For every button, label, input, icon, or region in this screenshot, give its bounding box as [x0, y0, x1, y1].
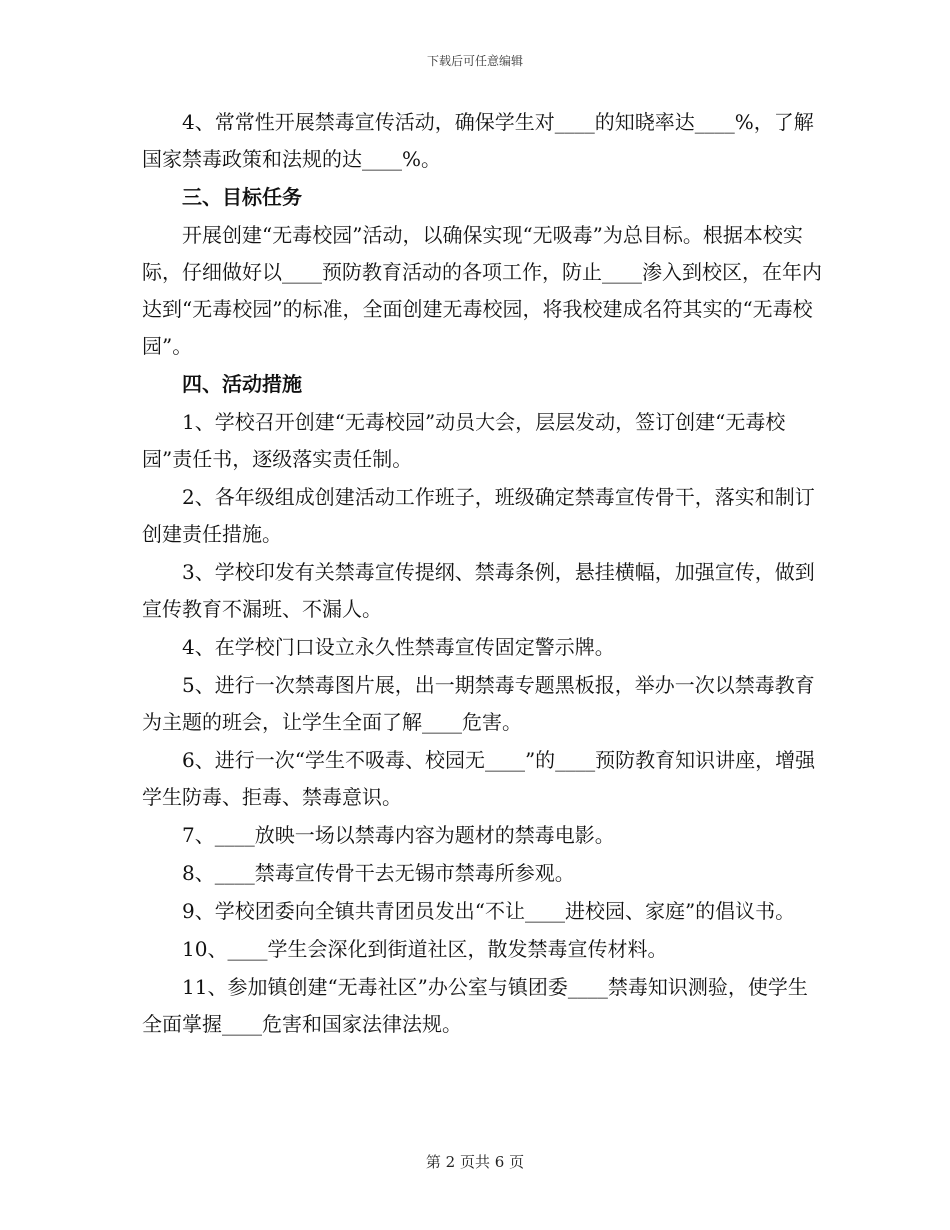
list-item: 5、进行一次禁毒图片展，出一期禁毒专题黑板报，举办一次以禁毒教育为主题的班会，让学生全面了解____危害。	[142, 673, 815, 734]
list-item: 11、参加镇创建“无毒社区”办公室与镇团委____禁毒知识测验，使学生全面掌握____危害和国家法律法规。	[142, 975, 808, 1036]
list-item: 9、学校团委向全镇共青团员发出“不让____进校园、家庭”的倡议书。	[182, 899, 796, 923]
list-item: 2、各年级组成创建活动工作班子，班级确定禁毒宣传骨干，落实和制订创建责任措施。	[142, 485, 815, 546]
section-heading-measures: 四、活动措施	[182, 372, 302, 396]
list-item: 7、____放映一场以禁毒内容为题材的禁毒电影。	[182, 823, 615, 847]
list-item: 6、进行一次“学生不吸毒、校园无____”的____预防教育知识讲座，增强学生防毒、拒毒、禁毒意识。	[142, 748, 816, 809]
list-item: 4、在学校门口设立永久性禁毒宣传固定警示牌。	[182, 635, 615, 659]
section-heading-goals: 三、目标任务	[182, 185, 302, 209]
list-item: 3、学校印发有关禁毒宣传提纲、禁毒条例，悬挂横幅，加强宣传，做到宣传教育不漏班、不漏人。	[142, 560, 815, 621]
paragraph-awareness: 4、常常性开展禁毒宣传活动，确保学生对____的知晓率达____%，了解国家禁毒政策和法规的达____%。	[142, 110, 814, 171]
page-footer: 第 2 页共 6 页	[425, 1153, 525, 1171]
list-item: 10、____学生会深化到街道社区，散发禁毒宣传材料。	[182, 937, 668, 961]
list-item: 8、____禁毒宣传骨干去无锡市禁毒所参观。	[182, 861, 575, 885]
paragraph-goals: 开展创建“无毒校园”活动，以确保实现“无吸毒”为总目标。根据本校实际，仔细做好以____预防教育活动的各项工作，防止____渗入到校区，在年内达到“无毒校园”的标准，全面创建无毒校园，将我校建成名符其实的“无毒校园”。	[142, 223, 822, 358]
list-item: 1、学校召开创建“无毒校园”动员大会，层层发动，签订创建“无毒校园”责任书，逐级落实责任制。	[142, 410, 786, 471]
page-header: 下载后可任意编辑	[426, 54, 523, 68]
document-body	[142, 104, 822, 1044]
